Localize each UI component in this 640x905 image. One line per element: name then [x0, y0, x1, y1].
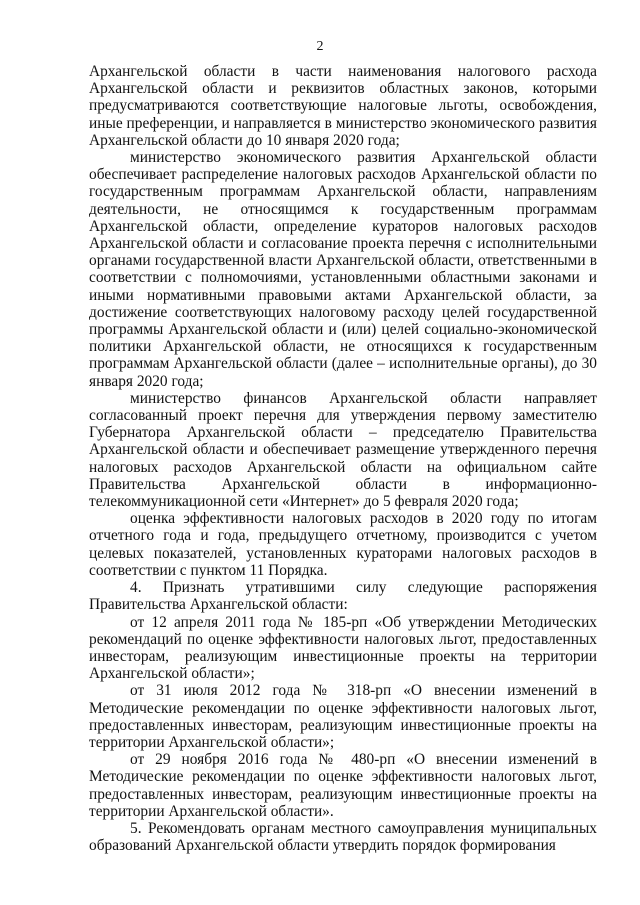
paragraph-repealed-318-rp: от 31 июля 2012 года № 318-рп «О внесении изменений в Методические рекомендации по оценке эффективности налоговых льгот, предоставленных инвесторам, реализующим инвестиционные проекты на территории Архангельской области»;: [89, 682, 597, 751]
paragraph-ministry-finance: министерство финансов Архангельской области направляет согласованный проект перечня для утверждения первому заместителю Губернатора Архангельской области – председателю Правительства Архангельской области и обеспечивает размещение утвержденного перечня налоговых расходов Архангельской области на официальном сайте Правительства Архангельской области в информационно-телекоммуникационной сети «Интернет» до 5 февраля 2020 года;: [89, 389, 597, 511]
paragraph-repealed-185-rp: от 12 апреля 2011 года № 185-рп «Об утверждении Методических рекомендаций по оценке эффективности налоговых льгот, предоставленных инвесторам, реализующим инвестиционные проекты на территории Архангельской области»;: [89, 613, 597, 683]
paragraph-item-5: 5. Рекомендовать органам местного самоуправления муниципальных образований Архангельской области утвердить порядок формирования: [89, 819, 597, 855]
paragraph-continuation: Архангельской области в части наименования налогового расхода Архангельской области и реквизитов областных законов, которыми предусматриваются соответствующие налоговые льготы, освобождения, иные преференции, и направляется в министерство экономического развития Архангельской области до 10 января 2020 года;: [89, 63, 597, 149]
page-number: 2: [316, 39, 324, 54]
paragraph-ministry-economic-development: министерство экономического развития Архангельской области обеспечивает распределение налоговых расходов Архангельской области по государственным программам Архангельской области, направлениям деятельности, не относящимся к государственным программам Архангельской области, определение кураторов налоговых расходов Архангельской области и согласование проекта перечня с исполнительными органами государственной власти Архангельской области, ответственными в соответствии с полномочиями, установленными областными законами и иными нормативными правовыми актами Архангельской области, за достижение соответствующих налоговому расходу целей государственной программы Архангельской области и (или) целей социально-экономической политики Архангельской области, не относящихся к государственным программам Архангельской области (далее – исполнительные органы), до 30 января 2020 года;: [89, 149, 597, 390]
paragraph-repealed-480-rp: от 29 ноября 2016 года № 480-рп «О внесении изменений в Методические рекомендации по оценке эффективности налоговых льгот, предоставленных инвесторам, реализующим инвестиционные проекты на территории Архангельской области».: [89, 751, 597, 820]
paragraph-efficiency-assessment: оценка эффективности налоговых расходов в 2020 году по итогам отчетного года и года, предыдущего отчетному, производится с учетом целевых показателей, установленных кураторами налоговых расходов в соответствии с пунктом 11 Порядка.: [89, 510, 597, 579]
document-body: [89, 63, 597, 854]
paragraph-item-4: 4. Признать утратившими силу следующие распоряжения Правительства Архангельской области:: [89, 579, 597, 614]
